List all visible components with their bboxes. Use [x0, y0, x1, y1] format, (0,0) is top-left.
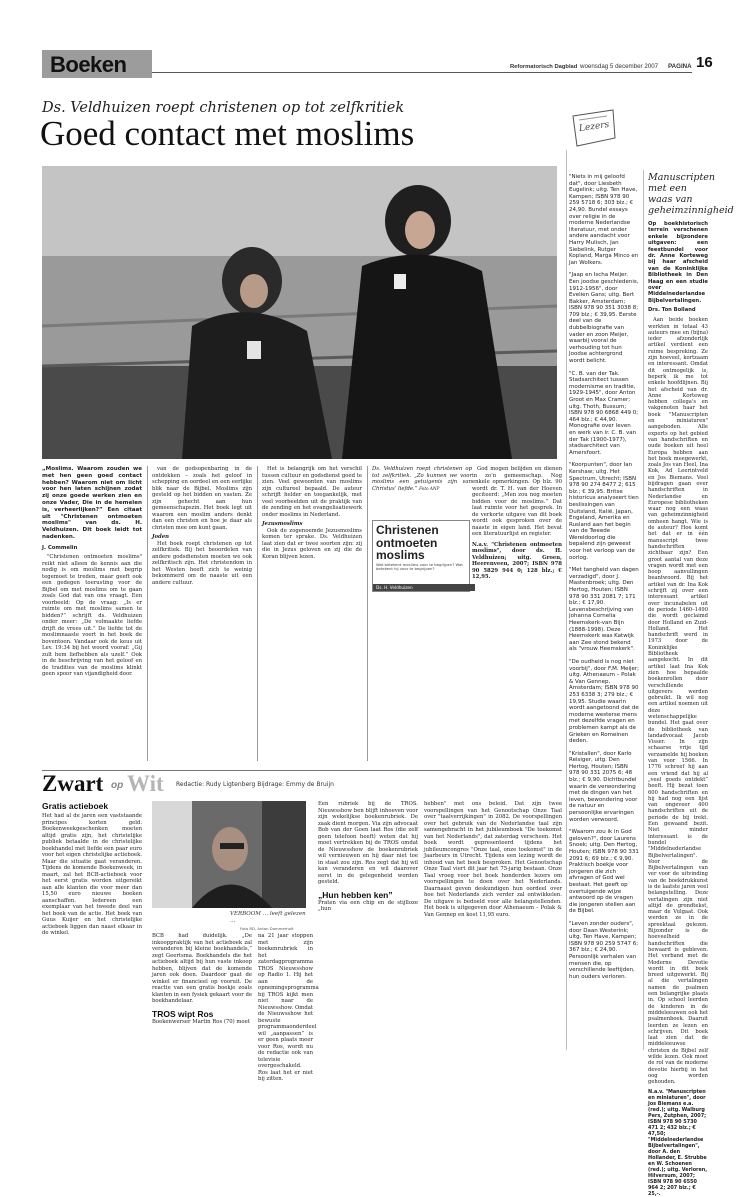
right-article-lead: Op boekhistorisch terrein verschenen enkele bijzondere uitgaven: een feestbundel voor dr. Anne Korteweg bij haar afscheid van de Koninklijke Bibliotheek in Den Haag en een studie over Middelnederlandse Bijbelvertalingen. [648, 221, 708, 304]
sidebar-item: "Niets in mij geloofd dat", door Liesbeth Eugelink; uitg. Ten Have, Kampen; ISBN 978 90 259 5718 6; 303 blz.; € 24,90. Bundel essays over religie in de moderne Nederlandse literatuur, met onder andere aandacht voor Harry Mulisch, Jan Siebelink, Rutger Kopland, Marga Minco en Jan Wolkers. [569, 174, 639, 266]
zwart-column-2 [152, 933, 252, 1058]
photo-women-illustration [42, 166, 557, 459]
article-column-5 [472, 466, 562, 766]
section-title: Boeken [50, 52, 127, 77]
book-cover-subtitle: Wat betekent moslims voor te begrijpen? Wat betekent hij voor te begrijpen? [376, 561, 463, 571]
zwart-photo-caption: VERBOOM … leeft gelezen … [230, 911, 306, 924]
sidebar-item: "C. B. van der Tak. Stadsarchitect tussen modernisme en traditie, 1929-1945", door Anton Groot en Max Cramer; uitg. Thoth, Bussum; ISBN 978 90 6868 449 0; 464 blz.; € 44,90. Monografie over leven en werk van ir. C. B. van der Tak (1900-1977), stadsarchitect van Amersfoort. [569, 370, 639, 456]
article-body-1: "Christenen ontmoeten moslims" reikt niet alleen de kennis aan die nodig is om moslims met begrip tegemoet te treden, maar geeft ook een gedegen toerusting voor de Bijbel om met moslims om te gaan zoals God dat van ons vraagt. Een voorbeeld: Op de vraag: „Is er ruimte om met moslims samen te bidden?” schrijft ds. Veldhuizen onder meer: „De volmaakte liefde drijft de vrees uit.” De liefde tot de moslimnaaste voert in het boek de boventoon. Vandaar ook de keus uit Lev. 19:34 bij het woord vooraf: „Gij zult hem liefhebben als uzelf.” Ook in de beschrijving van het geloof en de tradities van de moslims klinkt geen spoor van vijandigheid door. [42, 554, 142, 678]
zwart-item1-body: Het had al de jaren een vaststaande principes korten geld. Boekenweekgeschenken moeten altijd gratis zijn, het christelijke publiek betaalde in de christelijke boekhandel met liefde een paar euro voor het eigen christelijke actieboek. Maar die situatie gaat veranderen. Tijdens de komende Boekenweek, in maart, zal het BCB-actieboek voor het eerst gratis worden uitgereikt aan alle klanten die voor meer dan 15,50 euro nieuwe boeken aanschaffen. Iedereen een exemplaar van het tweede deel van het boek van de actie. Het boek van Guus Kuijer en het christelijke actieboek liggen dan naast elkaar in de winkel. [42, 813, 142, 936]
zwart-item2-body: na 21 jaar stoppen met zijn boekenrubriek in het zaterdagprogramma TROS Nieuwsshow op Radio 1. Hij het aan de opnemingsprogramma bij TROS kijkt men niet naar de Nieuwsshow. Omdat de Nieuwsshow het bewuste programmaonderdeel wil „aanpassen” is er geen plaats meer voor Ros, wordt nu de redactie ook van televisie overgeschakeld. Ros laat het er niet bij zitten. [258, 933, 319, 1082]
article-body-3b: Ook de zogenoemde Jezusmoslims komen ter sprake. Ds. Veldhuizen laat zien dat er twee soorten zijn: zij die in Jezus geloven en zij die de Koran blijven lezen. [262, 527, 362, 560]
reader-sidebar [569, 174, 639, 1054]
book-cover [372, 520, 470, 592]
sidebar-item: "Jaap en Ischa Meijer. Een joodse geschiedenis, 1912-1956", door Evelien Gans; uitg. Bert Bakker, Amsterdam; ISBN 978 90 351 3038 8; 709 blz.; € 39,95. Eerste deel van de dubbelbiografie van vader en zoon Meijer, waarbij vooral de verhouding tot hun Joodse achtergrond wordt belicht. [569, 272, 639, 365]
zwart-item2-body-cont: Een rubriek bij de TROS. Nieuwsshow ben blijft inhoeven voor zijn wekelijkse boekenrubriek. De zaak dient morgen. Via zijn advocaat Bob van der Goen laat Ros (die zelf geen telefoon heeft) weten dat hij moet vertrekken bij de TROS omdat de Nieuwsshow de boekenrubriek wil vernieuwen en hij daar niet toe in staat zou zijn. Ros zegt dat hij wil kan veranderen en wil daarover eerst in de gelegenheid worden gesteld. [318, 801, 418, 885]
zwart-item1-title: Gratis actieboek [42, 801, 109, 811]
page-label: PAGINA [668, 63, 692, 70]
right-article-book-ref: N.a.v. "Manuscripten en miniaturen", door Jos Biemans e.a. (red.); uitg. Walburg Pers, Zutphen, 2007; ISBN 978 90 5730 471 2; 432 blz.; € 47,50; "Middelnederlandse Bijbelvertalingen", door A. den Hollander, E. Strubbe en W. Schoenen (red.); uitg. Verloren, Hilversum, 2007; ISBN 978 90 6550 964 2; 207 blz.; € 25,-. [648, 1088, 708, 1197]
zwart-item2-title: TROS wipt Ros [152, 1008, 214, 1019]
section-tab [42, 50, 152, 78]
book-reference: N.a.v. "Christenen ontmoeten moslims", door ds. H. Veldhuizen; uitg. Groen, Heerenveen, 2007; ISBN 978 90 5829 944 0; 128 blz.; € 12,95. [472, 541, 562, 580]
zwart-column-5 [424, 801, 562, 1056]
subheading-jezusmoslims: Jezusmoslims [262, 521, 303, 527]
article-column-4 [372, 466, 472, 520]
right-article-author: Drs. Ton Bolland [648, 307, 696, 314]
book-cover-author: Ds. H. Veldhuizen [373, 584, 475, 591]
zwart-credits: Redactie: Rudy Ligtenberg Bijdrage: Emmy de Bruijn [176, 781, 334, 788]
article-body-4: God mogen belijden en dienen in zo’n gemeenschap. Nog enkele opmerkingen. Op blz. 90 wordt dr. T. H. van der Hoeven geciteerd: „Men zou nog moeten bidden voor de moslims.” Dat laat ruimte voor het gesprek. In de verkorte uitgave van dit boek wordt ook gesproken over de naaste in eigen land. Het bevat een literatuurlijst en register. [472, 466, 562, 537]
article-kicker: Ds. Veldhuizen roept christenen op tot zelfkritiek [42, 100, 405, 116]
article-body-3: Het is belangrijk om het verschil tussen cultuur en godsdienst goed te zien. Veel gewoonten van moslims zijn cultureel bepaald. De auteur schrijft helder en toegankelijk, met veel voorbeelden uit de praktijk van de zending en het evangelisatiewerk onder moslims in Nederland. [262, 466, 362, 518]
zwart-op-wit-banner [42, 771, 562, 798]
article-body-2b: Het boek roept christenen op tot zelfkritiek. Bij het beoordelen van andere godsdiensten moeten we ook zelfkritisch zijn. Het christendom in het Westen heeft zich te weinig bekommerd om de naaste uit een andere cultuur. [152, 540, 252, 586]
sidebar-item: "Kristallen", door Karlo Reisiger, uitg. Den Hertog, Houten; ISBN 978 90 331 2075 6; 48 blz.; € 9,90. Dichtbundel waarin de verwondering met de dingen van het leven, bewondering voor de natuur en persoonlijke ervaringen worden verwoord. [569, 750, 638, 823]
zwart-photo-credit: Foto RD, Anton Dommerholt [240, 926, 294, 931]
sidebar-item: "Met tangheid van dagen verzadigd", door J. Mastenbroek; uitg. Den Hertog, Houten; ISBN 978 90 331 2081 7; 171 blz.; € 17,90. Levensbeschrijving van Johanna Cornelia Heemskerk-van Bijn (1888-1998). Deze Heemskerk was Katwijk aan Zee stond bekend als "vrouw Heemskerk". [569, 567, 639, 653]
zwart-photo [152, 801, 306, 908]
sidebar-item: "Waarom zou ik in God geloven?", door Laurens Snoek; uitg. Den Hertog, Houten; ISBN 978 90 331 2091 6; 69 blz.; € 9,90. Praktisch boekje voor jongeren die zich afvragen of God wel bestaat. Het geeft op overtuigende wijze antwoord op de vragen die jongeren stellen aan de Bijbel. [569, 829, 639, 915]
op-title: op [111, 780, 124, 791]
zwart-column-4 [318, 801, 418, 1056]
article-lead: „Moslims. Waarom zouden we met hen geen goed contact hebben? Waarom niet om licht voor hen laten schijnen zodat zij onze goede werken zien en onze Vader, Die in de hemelen is, verheerlijken?” Een citaat uit "Christenen ontmoeten moslims" van ds. H. Veldhuizen. Dit boek leidt tot nadenken. [42, 466, 142, 540]
publication-name: Reformatorisch Dagblad [510, 64, 578, 70]
issue-date: woensdag 5 december 2007 [580, 63, 659, 70]
article-column-1 [42, 466, 142, 766]
article-photo [42, 166, 557, 459]
article-column-3 [262, 466, 362, 766]
zwart-item3-body: hebben" met ons beleid. Dat zijn twee voorspellingen van het Genootschap Onze Taal over "taalverrijkingen" in 2082. De voorspellingen over het gebruik van de Nederlandse taal zijn samengebracht in het jubileumboek "De toekomst van het Nederlands", dat zaterdag verscheen. Het boek wordt gepresenteerd tijdens het jubileumcongres "Onze taal, onze toekomst" in de Jaarbeurs in Utrecht. Tijdens een lezing wordt de inhoud van het boek besproken. Het Genootschap Onze Taal viert dit jaar het 75-jarig bestaan. Onze Taal vroeg voor het boek honderden lezers om voorspellingen te doen over het Nederlands. Daarnaast geven deskundigen hun oordeel over hoe het Nederlands zich verder zal ontwikkelen. De uitgave is bedoeld voor alle belangstellenden. Het boek is uitgegeven door Athenaeum – Polak & Van Gennep en kost 11,95 euro. [424, 801, 562, 918]
wit-title: Wit [127, 771, 164, 796]
photo-caption-credit: Foto ANP [419, 485, 440, 491]
lezers-badge-label: Lezers [578, 119, 610, 135]
zwart-item3-intro: Praten via een chip en de stijlloze „hun [318, 899, 418, 912]
article-body-2: van de godsopenbaring in de ontdekken – zoals het geloof in schepping en oordeel en een eerlijke blik naar de Bijbel. Moslims zijn gesteld op het bidden en vasten. Ze zijn gehecht aan hun gemeenschapszin. Het boek legt uit waarom een moslim anders denkt dan een christen en hoe je daar als christen mee om kunt gaan. [152, 466, 252, 531]
zwart-column-3 [258, 933, 319, 1082]
photo-caption: Ds. Veldhuizen roept christenen op tot zelfkritiek. „Zo kunnen we voor moslims een getuigenis zijn van Christus’ liefde.” Foto ANP [372, 466, 472, 492]
zwart-item2-author: Boekenwerser Martin Ros (70) moet [152, 1018, 250, 1025]
page-number: 16 [696, 54, 713, 71]
article-column-2 [152, 466, 252, 766]
page-header [0, 46, 738, 77]
subheading-joden: Joden [152, 534, 169, 540]
zwart-item1-cont: BCB had duidelijk. „De inkooppraktijk van het actieboek zal veranderen bij kleine boekhandels,” zegt Geertsma. Boekhandels die het actieboek altijd bij hun vaste inkoop hebben, blijven dat de komende jaren ook doen. Daardoor gaat de winkel er financieel op vooruit. De reactie van een gratis boekje zoals klanten in een fysiek gekaart voor de boekhandelaar. [152, 933, 252, 1004]
right-article-body: Aan beide boeken werkten in totaal 43 auteurs mee en (bijna) ieder afzonderlijk artikel verdient een ruime bespreking. Ze zijn hoeveel, kortzaam en interessant. Omdat dit ontmogelijk is, beperk ik me tot enkele hoofdlijnen. Bij het afscheid van dr. Anne Korteweg hebben collega's en vakgenoten haar het boek "Manuscripten en miniaturen" aangeboden. Alle experts op het gebied van handschriften en oude boeken uit heel Europa hebben aan het boek meegewerkt, zoals Jos van Heel, Ina Kok, Ad Leerintveld en Jos Biemans. Veel bijdragen gaan over handschriften in Nederlandse en Europese bibliotheken waar nog een waas van geheimzinnigheid omheen hangt. Wie is de auteur? Hoe komt het dat er in één manuscript twee handschriften zichtbaar zijn? Een groot aantal van deze vragen wordt met een hoop aanvullingen beantwoord. Bij het artikel van dr. Ina Kok schrijft zij over een interessant artikel over incunabelen uit de periode 1460–1490 die wordt geclaimd door Holland en Zuid-Holland. Het handschrift werd in 1973 door de Koninklijke Bibliotheek aangekocht. In dit artikel laat Ina Kok zien hoe bepaalde boekenrollen door verschillende uitgevers werden gebruikt. Ik wil nog een artikel noemen uit deze wetenschappelijke bundel. Het gaat over de bibliotheek van landadvocaat Jacob Visser. In zijn schaarse vrije tijd verzamelde hij boeken van voor 1566. In 1776 schreef hij aan een vriend dat hij al „veel goeds ontdekt” heeft. Hij bezat toen 600 handschriften en hij had nog een lijst van ongeveer 400 handschriften uit de periode de bij trekt. Een gewaand bezit. Niet minder interessant is de bundel "Middelnederlandse Bijbelvertalingen". Voor de Bijbelvertalingen van ver voor de uitvinding van de boekdrukkunst is de laatste jaren veel belangstelling. Deze vertalingen zijn niet altijd de grondtekst, maar de Vulgaat. Ook werden ze in de spreektaal gelezen. Bijzonder is de hoeveelheid handschriften die bewaard is gebleven. Het verband met de Moderne Devotie wordt in dit boek breed uitgewerkt. Bij al die vertalingen namen de psalmen een belangrijke plaats in. Op school leerden de kinderen in de middeleeuwen ook het psalmenboek. Daaruit leerden ze lezen en schrijven. Dit boek laat zien dat de middeleeuwse christen de Bijbel zelf wilde lezen. Ook moet de rol van de moderne devotie hierbij in het oog worden gehouden. [648, 317, 708, 1086]
sidebar-item: "Koorpunten", door Ian Kershaw; uitg. Het Spectrum, Utrecht; ISBN 978 90 274 8477 2; 615 blz.; € 39,95. Britse historicus analyseert tien beslissingen van Duitsland, Italië, Japan, Engeland, Amerika en Rusland aan het begin van de Tweede Wereldoorlog die bepalend zijn geweest voor het verloop van de oorlog. [569, 462, 639, 561]
book-cover-title: Christenen ontmoeten moslims [376, 523, 439, 562]
article-author: J. Commelin [42, 544, 78, 551]
zwart-item3-title: „Hun hebben ken” [318, 889, 393, 900]
right-article-headline: Manuscripten met een waas van geheimzinnigheid [648, 172, 734, 216]
zwart-column-1 [42, 801, 142, 1056]
sidebar-item: "De oudheid is nog niet voorbij", door F.M. Meijer; uitg. Athenaeum – Polak & Van Gennep, Amsterdam; ISBN 978 90 253 6338 3; 279 blz.; € 19,95. Studie waarin wordt aangetoond dat de moderne westerse mens met dezelfde vragen en problemen kampt als de Grieken en Romeinen deden. [569, 658, 640, 745]
sidebar-item: "Leven zonder ouders", door Daan Westerink; uitg. Ten Have, Kampen; ISBN 978 90 259 5747 6; 367 blz.; € 24,90. Persoonlijk verhalen van mensen die, op verschillende leeftijden, hun ouders verloren. [569, 920, 639, 980]
zwart-title: Zwart [42, 771, 104, 796]
article-headline: Goed contact met moslims [40, 114, 415, 153]
lezers-badge [569, 108, 617, 148]
right-article [648, 172, 734, 1197]
